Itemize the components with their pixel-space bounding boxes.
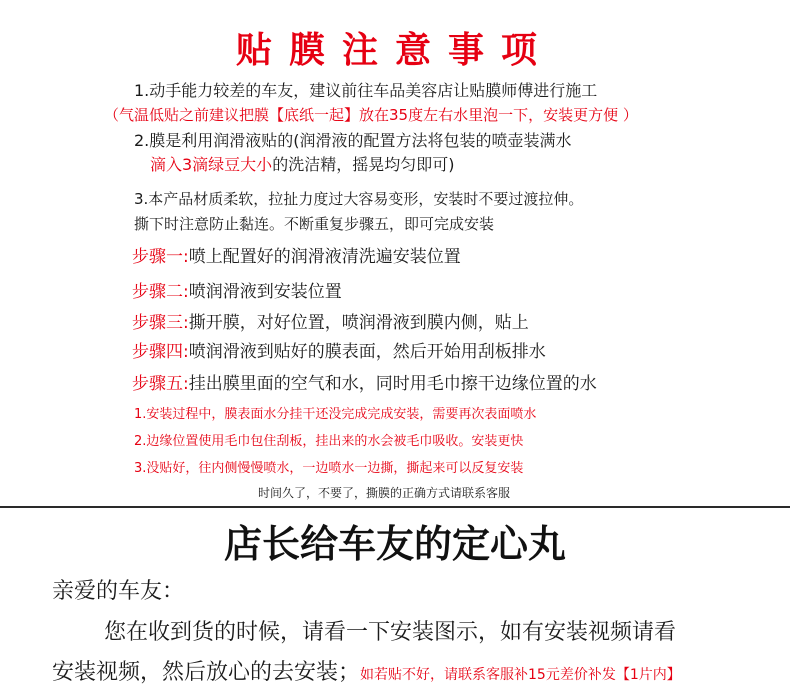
page-title: 贴膜注意事项 [235, 30, 554, 71]
tip-1: 1.安装过程中，膜表面水分挂干还没完成完成安装，需要再次表面喷水 [134, 407, 537, 422]
footer-note: 时间久了，不要了，撕膜的正确方式请联系客服 [258, 486, 511, 500]
step-3-label: 步骤三: [132, 313, 189, 333]
tip-3: 3.没贴好，往内侧慢慢喷水，一边喷水一边撕，撕起来可以反复安装 [134, 461, 524, 476]
step-5 [132, 369, 597, 394]
step-2-text: 喷润滑液到安装位置 [188, 282, 342, 302]
step-4-label: 步骤四: [132, 342, 189, 362]
step-1 [132, 242, 461, 267]
step-3-text: 撕开膜，对好位置，喷润滑液到膜内侧，贴上 [188, 313, 529, 333]
step-2-label: 步骤二: [132, 282, 189, 302]
instruction-line-2b-red: 滴入3滴绿豆大小 [150, 155, 273, 174]
instruction-line-2b [150, 152, 454, 175]
tip-2: 2.边缘位置使用毛巾包住刮板，挂出来的水会被毛巾吸收。安装更快 [134, 434, 524, 449]
paragraph-2-text: 安装视频，然后放心的去安装； [52, 660, 361, 685]
instruction-line-3: 3.本产品材质柔软，拉扯力度过大容易变形，安装时不要过渡拉伸。 [134, 190, 584, 208]
step-5-label: 步骤五: [132, 374, 189, 394]
step-1-label: 步骤一: [132, 247, 189, 267]
greeting: 亲爱的车友： [52, 579, 185, 604]
step-4-text: 喷润滑液到贴好的膜表面，然后开始用刮板排水 [188, 342, 546, 362]
paragraph-2-note: 如若贴不好，请联系客服补15元差价补发【1片内】 [360, 667, 681, 683]
instruction-line-3b: 撕下时注意防止黏连。不断重复步骤五，即可完成安装 [134, 215, 495, 233]
step-2 [132, 277, 342, 302]
step-5-text: 挂出膜里面的空气和水，同时用毛巾擦干边缘位置的水 [188, 374, 597, 394]
step-1-text: 喷上配置好的润滑液清洗遍安装位置 [188, 247, 461, 267]
step-3 [132, 308, 529, 333]
step-4 [132, 337, 546, 362]
paragraph-1: 您在收到货的时候，请看一下安装图示，如有安装视频请看 [104, 620, 677, 645]
section2-title: 店长给车友的定心丸 [223, 522, 566, 566]
instruction-line-2b-rest: 的洗洁精，摇晃均匀即可) [272, 155, 455, 174]
instruction-line-1: 1.动手能力较差的车友，建议前往车品美容店让贴膜师傅进行施工 [134, 81, 598, 100]
instruction-line-1-note: （气温低贴之前建议把膜【底纸一起】放在35度左右水里泡一下，安装更方便 ） [104, 106, 638, 124]
paragraph-2 [52, 655, 681, 686]
section-divider [0, 506, 790, 508]
instruction-line-2: 2.膜是利用润滑液贴的(润滑液的配置方法将包装的喷壶装满水 [134, 131, 572, 150]
